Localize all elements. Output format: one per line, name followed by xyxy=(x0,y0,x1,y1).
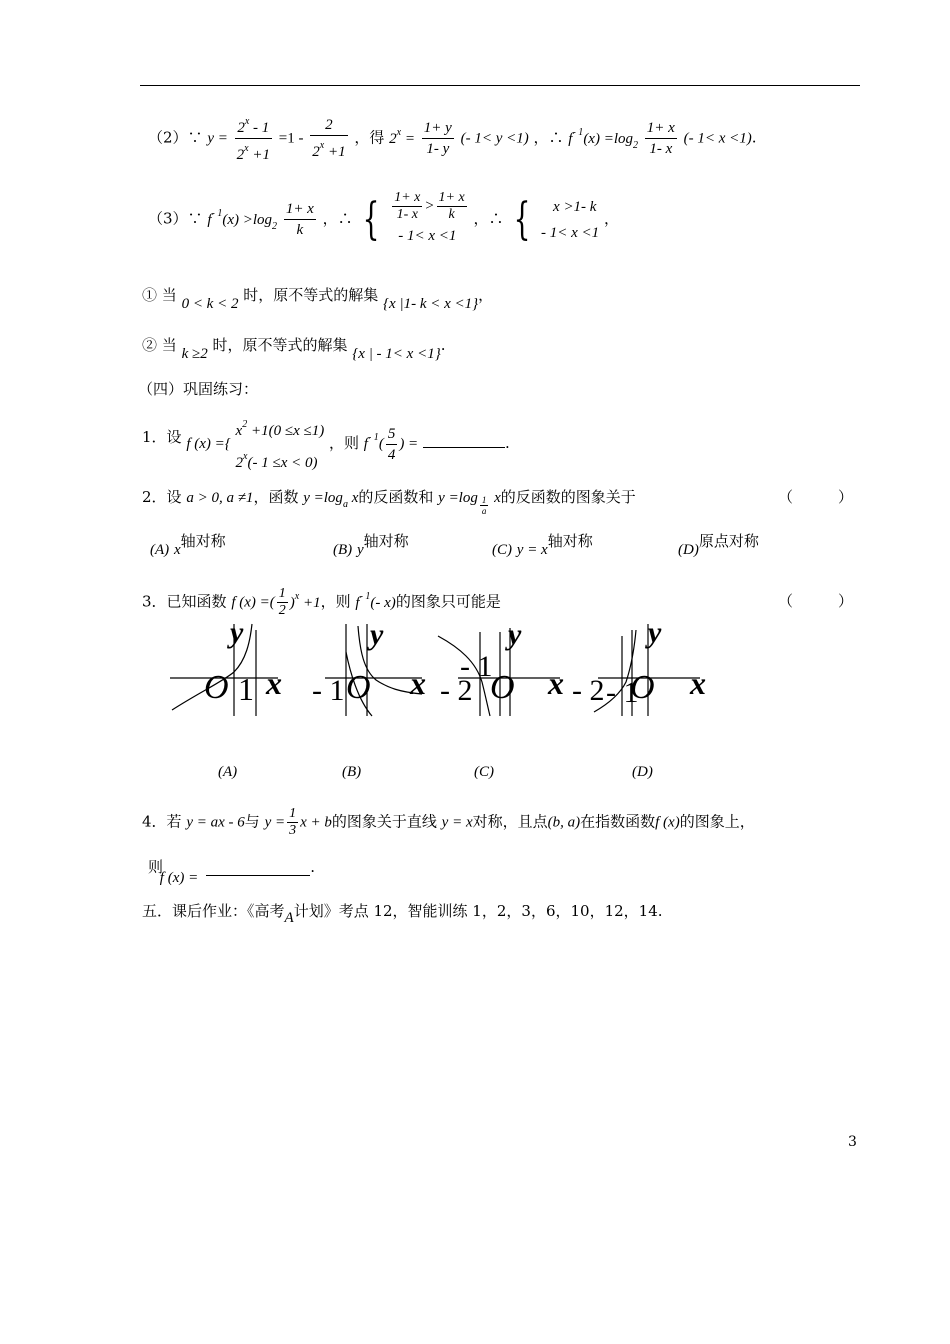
homework-line: 五．课后作业：《高考A计划》考点 12，智能训练 1，2，3，6，10，12，14. xyxy=(142,902,663,926)
case-1: ① 当 0 < k < 2 时，原不等式的解集 {x |1- k < x <1}， xyxy=(142,286,494,312)
q3-label-b: (B) xyxy=(342,764,362,780)
graph-d-x-label: x xyxy=(690,665,706,701)
graph-d-minus-one-label: - 1 xyxy=(606,676,639,709)
q2-option-d: (D)原点对称 xyxy=(678,532,759,558)
graph-a-y-label: y xyxy=(230,616,244,649)
graph-c-y-label: y xyxy=(508,618,522,651)
graph-c-origin-label: O xyxy=(490,669,515,706)
graph-d-y-label: y xyxy=(648,616,662,649)
graph-b-y-label: y xyxy=(370,618,384,651)
question-2: 2．设 a > 0, a ≠1，函数 $y =\log_a$ x的反函数和 y =log $\frac{1}{a}$ x的反函数的图象关于 xyxy=(142,488,636,516)
header-rule xyxy=(140,85,860,86)
q1-answer-blank xyxy=(423,447,505,448)
graph-a-x-label: x xyxy=(266,665,282,701)
graph-b-origin-label: O xyxy=(346,669,371,706)
q2-answer-bracket: （ ） xyxy=(778,488,854,506)
q3-label-d: (D) xyxy=(632,764,653,780)
solution-2: （2）∵ y = $\frac{2^x - 1}{2^x +1}$ =1 - $\frac{2}{2^x +1}$ ，得 $2^x$ = $\frac{1+ y}{1- y}$ (- 1< y <1) ，∴ $f^{- 1}(x) =\log_2$ $\frac{1+ x}{1- x}$ (- 1< x <1). xyxy=(148,112,757,165)
q3-label-a: (A) xyxy=(218,764,238,780)
question-3: 3．已知函数 f (x) =( $\frac{1}{2}$ )$^x$ +1，则 $f^{- 1}(-$ x)的图象只可能是 xyxy=(142,586,501,618)
graph-b-minus-one-label: - 1 xyxy=(312,674,345,707)
question-1: 1．设 f (x) ={ $x^2 +1(0 \le x \le 1)$ 2$^x$(- 1 ≤x < 0) ，则 $f^{- 1}$( $\frac{5}{4}$ ) = . xyxy=(142,419,510,471)
graph-d-origin-label: O xyxy=(630,669,655,706)
q2-option-a: (A) x轴对称 xyxy=(150,532,226,558)
section-4-title: （四）巩固练习： xyxy=(138,380,259,398)
graph-c-x-label: x xyxy=(548,665,564,701)
graph-a-one-label: 1 xyxy=(238,671,254,707)
q2-option-c: (C) y = x轴对称 xyxy=(492,532,593,558)
graph-c-minus-one-label: - 1 xyxy=(460,650,493,683)
q4-answer-blank xyxy=(206,875,310,876)
q3-answer-bracket: （ ） xyxy=(778,592,854,610)
question-4-answer: 则 f (x) =. xyxy=(148,858,316,886)
graph-b-x-label: x xyxy=(410,665,426,701)
question-4: 4．若 y = ax - 6与 y = $\frac{1}{3}$ x + b的图象关于直线 y = x对称，且点(b, a)在指数函数f (x)的图象上， xyxy=(142,806,755,838)
q3-label-c: (C) xyxy=(474,764,494,780)
graph-a-origin-label: O xyxy=(204,669,229,706)
q3-graph-options xyxy=(160,612,740,732)
graph-c-minus-two-label: - 2 xyxy=(440,674,473,707)
solution-3: （3）∵ $f^{- 1}(x) >\log_2$ $\frac{1+ x}{k}$ ，∴ { $\frac{1+ x}{1- x}$ > $\frac{1+ x}{k}$ - 1< x <1 ，∴ { x >1- k - 1< x <1 ， xyxy=(148,190,619,245)
page-number: 3 xyxy=(848,1134,857,1150)
case-2: ② 当 k ≥2 时，原不等式的解集 {x | - 1< x <1}. xyxy=(142,336,446,362)
q2-option-b: (B) y轴对称 xyxy=(333,532,409,558)
graph-d-minus-two-label: - 2 xyxy=(572,674,605,707)
